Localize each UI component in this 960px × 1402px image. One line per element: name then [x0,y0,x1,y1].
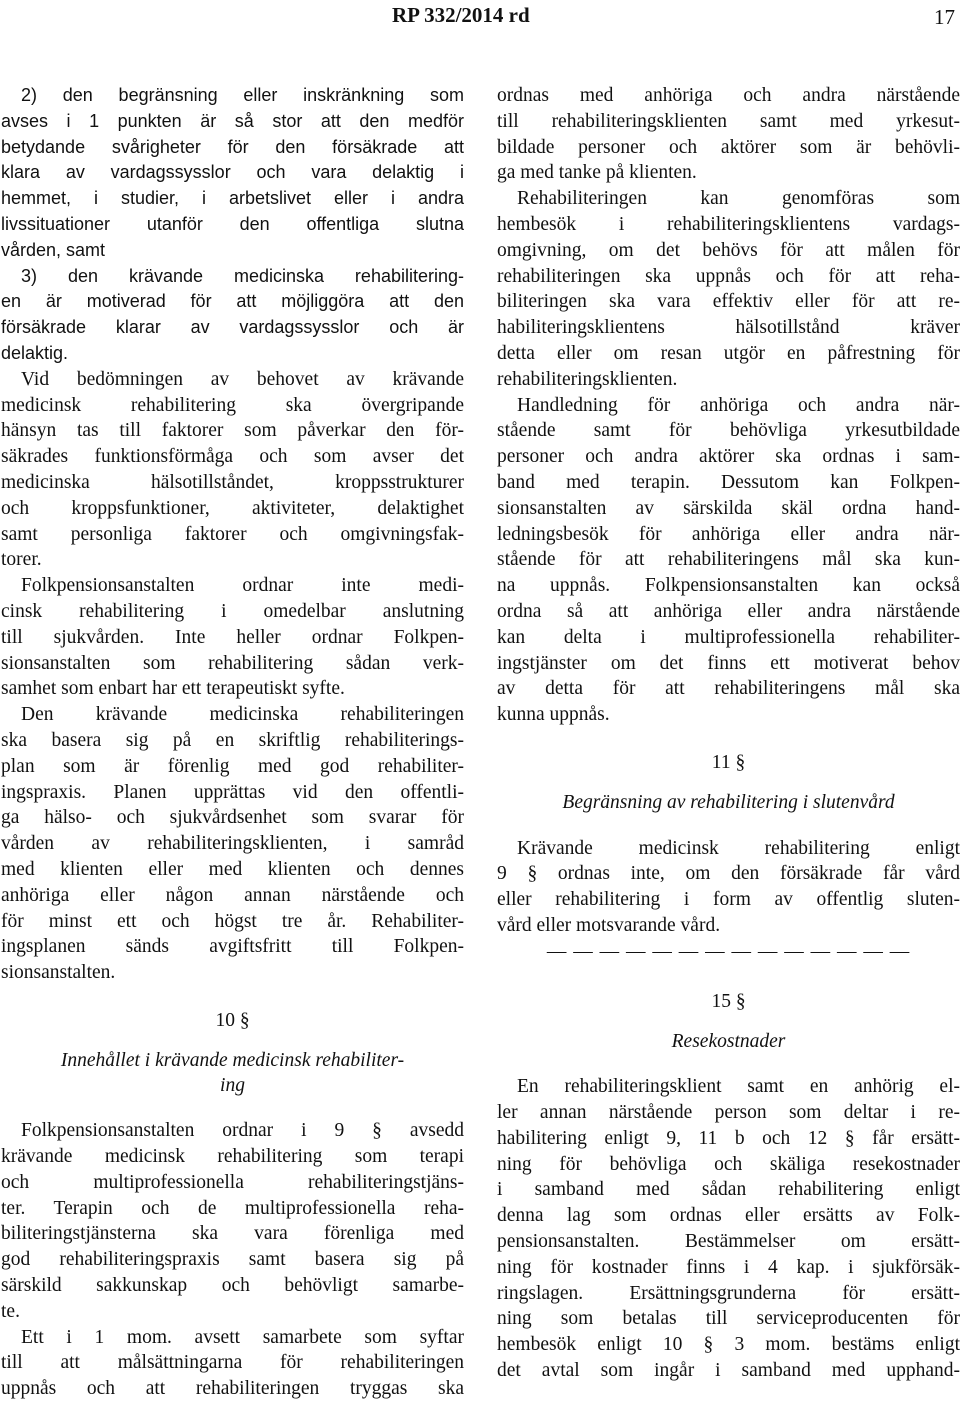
text-line: Krävande medicinsk rehabilitering enligt [517,837,960,859]
text-line: bildade personer och aktörer som är behövli- [497,136,960,158]
omission-separator: — — — — — — — — — — — — — — [546,940,911,962]
text-line: avses i 1 punkten är så stor att den medför [1,110,464,131]
text-line: personer och andra aktörer ska ordnas i sam- [497,446,960,468]
text-line: uppnås och att rehabiliteringen tryggas ska [1,1378,464,1400]
text-line: för minst ett och högst tre år. Rehabiliter- [1,910,464,932]
text-line: pensionsanstalten. Bestämmelser om ersätt- [497,1231,960,1253]
section-number-15: 15 § [711,990,746,1012]
text-line: anhöriga eller någon annan närstående och [1,884,464,906]
text-line: rehabiliteringen ska uppnås och för att reha- [497,265,960,287]
text-line: hembesök enligt 10 § 3 mom. bestäms enligt [497,1334,960,1356]
text-line: Den krävande medicinska rehabiliteringen [21,704,464,726]
section-heading-15: Resekostnader [671,1030,786,1052]
section-number-11: 11 § [711,751,746,773]
paragraph-rehab-plan [1,702,464,986]
text-line: till rehabiliteringsklienten samt med yrkesut- [497,110,960,132]
text-line: cinsk rehabilitering i omedelbar anslutning [1,600,464,622]
text-line: och kroppsfunktioner, aktiviteter, delaktighet [1,497,464,519]
text-line: eller rehabilitering i form av offentlig sluten- [497,889,960,911]
text-line: habiliteringsklientens hälsotillstånd kräver [497,317,960,339]
spacer [497,728,960,750]
text-line: till att målsättningarna för rehabiliteringen [1,1352,464,1374]
text-line: Rehabiliteringen kan genomföras som [517,188,960,210]
text-line: ledningsbesök för anhöriga eller andra när- [497,523,960,545]
text-line: ter. Terapin och de multiprofessionella reha- [1,1197,464,1219]
document-id: RP 332/2014 rd [392,3,530,27]
text-line: det avtal som ingår i samband med upphand- [497,1360,960,1382]
paragraph-no-immediate-care [1,573,464,702]
text-line: biliteringstjänsterna ska vara förenliga med [1,1223,464,1245]
text-line: sionsanstalten som rehabilitering sådan verk- [1,652,464,674]
heading-line: ing [220,1075,245,1097]
text-line: 9 § ordnas inte, om den försäkrade får vård [497,863,960,885]
spacer [1,1034,464,1048]
spacer [1,986,464,1008]
paragraph-section-10-2 [1,1325,464,1402]
paragraph-section-10-1 [1,1118,464,1324]
text-line: sionsanstalten. [1,962,116,984]
spacer [497,961,960,989]
text-line: stående för att rehabiliteringens mål ska kun- [497,549,960,571]
spacer [1,1099,464,1118]
text-line: ning som betalas till serviceproducenten för [497,1308,960,1330]
text-line: stående samt för behövliga yrkesutbildade [497,420,960,442]
text-line: sionsanstalten av särskilda skäl ordna hand- [497,497,960,519]
text-line: Ett i 1 mom. avsett samarbete som syftar [21,1326,464,1348]
text-line: na uppnås. Folkpensionsanstalten kan också [497,575,960,597]
text-line: samhet som enbart har ett terapeutiskt syfte. [1,678,345,700]
text-line: och multiprofessionella rehabiliteringstjäns- [1,1171,464,1193]
text-line: livssituationer utanför den offentliga slutna [1,213,464,234]
text-line: te. [1,1300,20,1322]
text-line: vård eller motsvarande vård. [497,914,721,936]
text-line: ordnas med anhöriga och andra närstående [497,85,960,106]
text-line: 2) den begränsning eller inskränkning som [21,85,464,105]
spacer [497,1015,960,1029]
text-line: biliteringen ska vara effektiv eller för att re- [497,291,960,313]
page-number: 17 [934,5,955,29]
text-line: kan delta i multiprofessionella rehabiliter- [497,626,960,648]
text-line: medicinska hälsotillståndet, kroppsstrukturer [1,471,464,493]
spacer [497,816,960,836]
text-line: försäkrade klarar av vardagssysslor och är [1,317,464,338]
text-line: hembesök i rehabiliteringsklientens vardags- [497,213,960,235]
text-line: i samband med sådan rehabilitering enligt [497,1179,960,1201]
text-line: ingspraxis. Planen upprättas vid den offentli- [1,781,464,803]
section-heading-11: Begränsning av rehabilitering i slutenvård [562,791,895,813]
heading-line: Innehållet i krävande medicinsk rehabiliter- [60,1049,405,1071]
text-line: 3) den krävande medicinska rehabilitering- [21,265,464,286]
text-line: av detta för att rehabiliteringens mål ska [497,678,960,700]
left-column [1,83,464,1402]
text-line: ler annan närstående person som deltar i re- [497,1102,960,1124]
text-line: ska basera sig på en skriftlig rehabiliterings- [1,729,464,751]
text-line: ga med tanke på klienten. [497,162,697,184]
paragraph-assessment [1,367,464,573]
paragraph-item-2 [1,83,464,264]
text-line: en är motiverad för att möjliggöra att den [1,291,464,312]
text-line: ning för behövliga och skäliga resekostnader [497,1153,960,1175]
text-line: säkrades funktionsförmåga och som avser det [1,446,464,468]
text-line: hänsyn tas till faktorer som påverkar den för- [1,420,464,442]
text-line: rehabiliteringsklienten. [497,368,678,390]
spacer [497,776,960,790]
right-column [497,83,960,1384]
text-line: torer. [1,549,42,571]
text-line: denna lag som ordnas eller ersätts av Folk- [497,1205,960,1227]
text-line: ingsplanen sänds avgiftsfritt till Folkpen- [1,936,464,958]
text-line: plan som är förenlig med god rehabiliter- [1,755,464,777]
text-line: ning för kostnader finns i 4 kap. i sjukförsäk- [497,1256,960,1278]
paragraph-section-15 [497,1074,960,1384]
text-line: band med terapin. Dessutom kan Folkpen- [497,471,960,493]
text-line: till sjukvården. Inte heller ordnar Folkpen- [1,626,464,648]
text-line: med klienten eller med klienten och dennes [1,858,464,880]
section-heading-10 [1,1048,464,1100]
text-line: ingstjänster om det finns ett motiverat behov [497,652,960,674]
text-line: delaktig. [1,342,69,363]
text-line: habilitering enligt 9, 11 b och 12 § får ersätt- [497,1127,960,1149]
paragraph-item-3 [1,264,464,367]
text-line: detta eller om resan utgör en påfrestning för [497,342,960,364]
paragraph-continued [497,83,960,186]
text-line: vården av rehabiliteringsklienten, i samråd [1,833,464,855]
text-line: krävande medicinsk rehabilitering som terapi [1,1146,464,1168]
paragraph-home-visits [497,186,960,392]
text-line: omgivning, om det behövs för att målen för [497,239,960,261]
spacer [497,1054,960,1074]
paragraph-guidance [497,393,960,728]
text-line: ringslagen. Ersättningsgrunderna för ersätt- [497,1282,960,1304]
text-line: En rehabiliteringsklient samt en anhörig el- [517,1076,960,1098]
text-line: samt personliga faktorer och omgivningsfak- [1,523,464,545]
text-line: särskild sakkunskap och behövligt samarbe- [1,1275,464,1297]
text-line: klara av vardagssysslor och vara delaktig i [1,162,464,183]
text-line: god rehabiliteringspraxis samt basera sig på [1,1249,464,1271]
text-line: betydande svårigheter för den försäkrade att [1,136,464,157]
text-line: ordna så att anhöriga eller andra närstående [497,600,960,622]
text-line: vården, samt [1,239,106,260]
text-line: kunna uppnås. [497,704,610,726]
text-line: Folkpensionsanstalten ordnar inte medi- [21,575,464,597]
section-number-10: 10 § [215,1009,250,1031]
text-line: ga hälso- och sjukvårdsenhet som svarar för [1,807,464,829]
text-line: Vid bedömningen av behovet av krävande [21,368,464,390]
page-header [0,0,960,40]
text-line: Folkpensionsanstalten ordnar i 9 § avsedd [21,1120,464,1142]
text-line: Handledning för anhöriga och andra när- [517,394,960,416]
text-line: medicinsk rehabilitering ska övergripande [1,394,464,416]
text-line: hemmet, i studier, i arbetslivet eller i andra [1,188,464,209]
paragraph-section-11 [497,836,960,939]
